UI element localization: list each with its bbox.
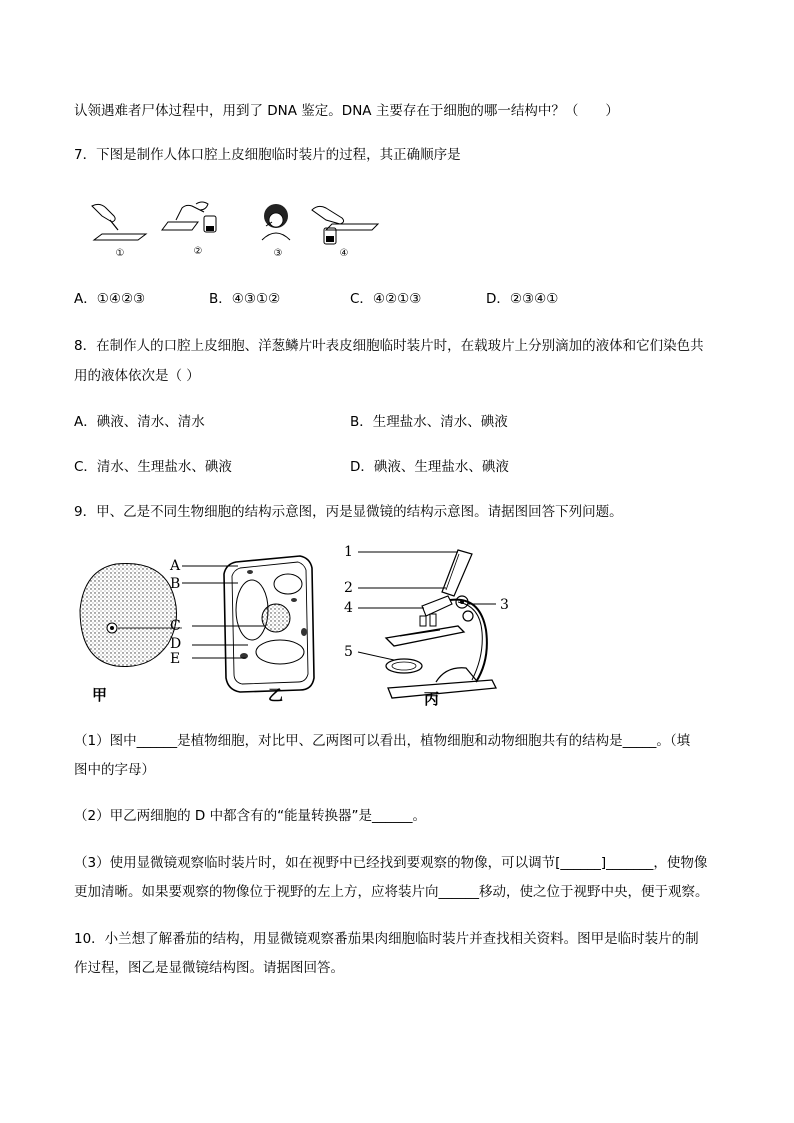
plant-cell-vacuole-2 <box>274 574 302 594</box>
microscope-label-3: 3 <box>500 597 509 613</box>
cell-label-e: E <box>170 651 181 667</box>
q7-steps-figure <box>80 200 400 262</box>
step2-drawing <box>162 202 216 232</box>
animal-cell <box>80 563 177 666</box>
step-label-2: ② <box>193 246 203 257</box>
q9-cells-figure <box>70 540 340 710</box>
step4-drawing <box>312 206 378 244</box>
plant-cell-vacuole <box>236 580 268 640</box>
q10-stem-line1: 10．小兰想了解番茄的结构，用显微镜观察番茄果肉细胞临时装片并查找相关资料。图甲是临时装片的制 <box>74 931 699 947</box>
q8-option-a: A．碘液、清水、清水 <box>74 414 205 430</box>
stage <box>386 626 464 646</box>
q9-sub1-line1: （1）图中______是植物细胞，对比甲、乙两图可以看出，植物细胞和动物细胞共有的结构是_____。（填 <box>74 733 691 749</box>
microscope-label-1: 1 <box>344 544 353 560</box>
q9-sub2: （2）甲乙两细胞的 D 中都含有的“能量转换器”是______。 <box>74 808 427 824</box>
q7-option-b: B．④③①② <box>209 291 281 307</box>
microscope-label-5: 5 <box>344 644 353 660</box>
microscope-arm <box>450 600 487 682</box>
step-label-1: ① <box>115 248 125 259</box>
q7-option-a: A．①④②③ <box>74 291 146 307</box>
q8-stem-line1: 8．在制作人的口腔上皮细胞、洋葱鳞片叶表皮细胞临时装片时，在载玻片上分别滴加的液体和它们染色共 <box>74 338 704 354</box>
q9-microscope-figure <box>340 540 520 710</box>
q8-stem-line2: 用的液体依次是（ ） <box>74 368 200 384</box>
q9-sub3-line1: （3）使用显微镜观察临时装片时，如在视野中已经找到要观察的物像，可以调节[______]_______，使物像 <box>74 855 708 871</box>
step-label-4: ④ <box>339 248 349 259</box>
q7-option-d: D．②③④① <box>486 291 559 307</box>
step1-drawing <box>92 204 146 240</box>
figure-name-bing: 丙 <box>424 690 440 708</box>
nosepiece <box>422 596 452 616</box>
cell-label-d: D <box>170 636 182 652</box>
microscope-label-2: 2 <box>344 580 353 596</box>
q10-stem-line2: 作过程，图乙是显微镜结构图。请据图回答。 <box>74 960 344 976</box>
microscope-base <box>388 680 496 698</box>
q8-option-c: C．清水、生理盐水、碘液 <box>74 459 232 475</box>
step-label-3: ③ <box>273 248 283 259</box>
figure-name-yi: 乙 <box>268 686 284 704</box>
mirror <box>386 659 422 673</box>
figure-name-jia: 甲 <box>92 686 108 704</box>
q8-option-b: B．生理盐水、清水、碘液 <box>350 414 508 430</box>
plant-cell-vacuole-3 <box>256 640 304 664</box>
q7-stem: 7．下图是制作人体口腔上皮细胞临时装片的过程，其正确顺序是 <box>74 147 461 163</box>
microscope-label-4: 4 <box>344 600 353 616</box>
q9-stem: 9．甲、乙是不同生物细胞的结构示意图，丙是显微镜的结构示意图。请据图回答下列问题。 <box>74 504 623 520</box>
intro-line: 认领遇难者尸体过程中，用到了 DNA 鉴定。DNA 主要存在于细胞的哪一结构中？（ ） <box>74 103 619 119</box>
cell-label-a: A <box>170 558 181 574</box>
q8-option-d: D．碘液、生理盐水、碘液 <box>350 459 509 475</box>
step3-drawing <box>262 204 290 240</box>
cell-label-c: C <box>170 618 181 634</box>
q7-option-c: C．④②①③ <box>350 291 422 307</box>
q9-sub3-line2: 更加清晰。如果要观察的物像位于视野的左上方，应将装片向______移动，使之位于视野中央，便于观察。 <box>74 884 709 900</box>
cell-label-b: B <box>170 576 181 592</box>
plant-cell-nucleus <box>262 604 290 632</box>
q9-sub1-line2: 图中的字母） <box>74 762 155 778</box>
